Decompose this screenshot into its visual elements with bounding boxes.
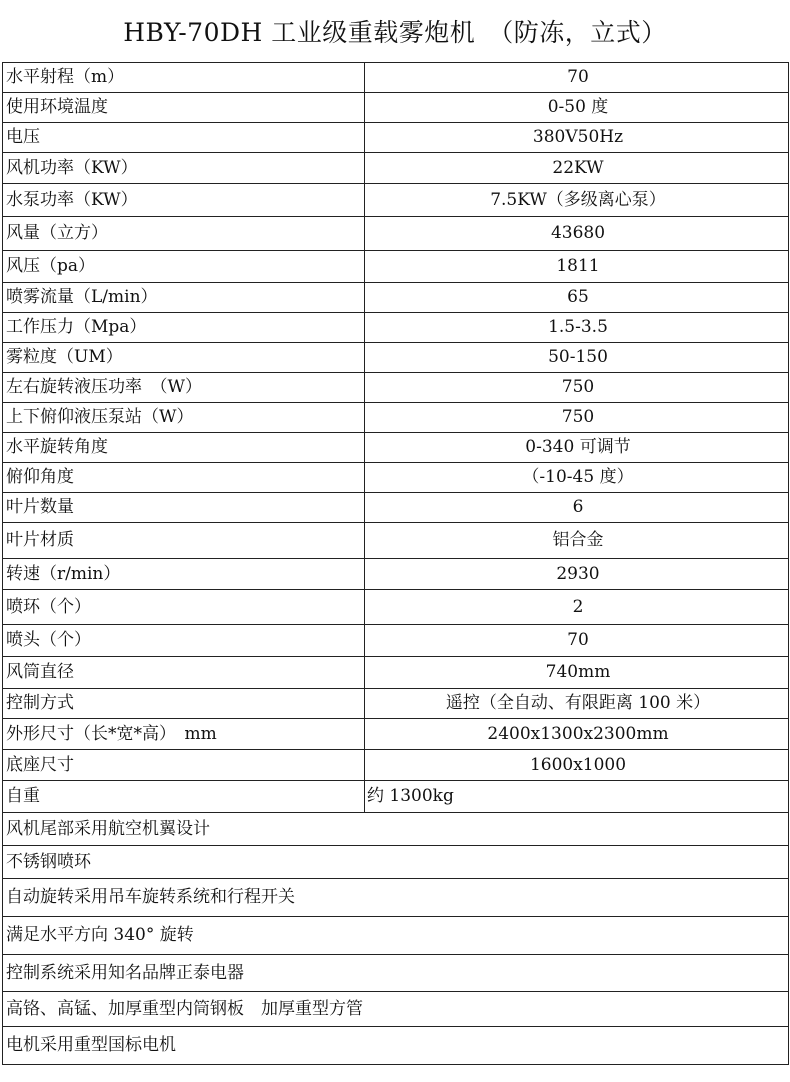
spec-row xyxy=(3,343,789,373)
spec-label: 转速（r/min） xyxy=(3,559,365,590)
spec-row xyxy=(3,217,789,251)
note-row xyxy=(3,846,789,879)
note-row xyxy=(3,813,789,846)
spec-value: 65 xyxy=(365,283,789,313)
spec-label: 控制方式 xyxy=(3,689,365,719)
note-row xyxy=(3,1027,789,1065)
page-title: HBY-70DH 工业级重载雾炮机 （防冻，立式） xyxy=(123,18,667,47)
spec-value: 1811 xyxy=(365,251,789,283)
spec-row xyxy=(3,463,789,493)
spec-row xyxy=(3,781,789,813)
spec-value: 43680 xyxy=(365,217,789,251)
spec-value: 6 xyxy=(365,493,789,523)
spec-row xyxy=(3,373,789,403)
spec-row xyxy=(3,93,789,123)
spec-label: 底座尺寸 xyxy=(3,750,365,781)
spec-row xyxy=(3,625,789,657)
spec-row xyxy=(3,523,789,559)
spec-label: 叶片材质 xyxy=(3,523,365,559)
feature-note: 满足水平方向 340° 旋转 xyxy=(3,917,789,955)
spec-label: 俯仰角度 xyxy=(3,463,365,493)
spec-row xyxy=(3,689,789,719)
spec-row xyxy=(3,153,789,184)
spec-value: 2 xyxy=(365,590,789,625)
spec-row xyxy=(3,313,789,343)
spec-row xyxy=(3,719,789,750)
spec-label: 使用环境温度 xyxy=(3,93,365,123)
spec-row xyxy=(3,251,789,283)
spec-value: 1600x1000 xyxy=(365,750,789,781)
spec-value: 750 xyxy=(365,373,789,403)
spec-row xyxy=(3,403,789,433)
spec-label: 喷环（个） xyxy=(3,590,365,625)
spec-value: 22KW xyxy=(365,153,789,184)
spec-row xyxy=(3,63,789,93)
spec-table xyxy=(2,62,789,1065)
spec-value: 70 xyxy=(365,63,789,93)
note-row xyxy=(3,992,789,1027)
spec-label: 外形尺寸（长*宽*高） mm xyxy=(3,719,365,750)
spec-label: 水平射程（m） xyxy=(3,63,365,93)
spec-row xyxy=(3,433,789,463)
spec-label: 自重 xyxy=(3,781,365,813)
spec-row xyxy=(3,283,789,313)
note-row xyxy=(3,917,789,955)
spec-value: 2400x1300x2300mm xyxy=(365,719,789,750)
feature-note: 不锈钢喷环 xyxy=(3,846,789,879)
spec-row xyxy=(3,184,789,217)
spec-label: 水泵功率（KW） xyxy=(3,184,365,217)
spec-row xyxy=(3,590,789,625)
spec-label: 喷头（个） xyxy=(3,625,365,657)
spec-value: 740mm xyxy=(365,657,789,689)
spec-row xyxy=(3,123,789,153)
spec-value: 50-150 xyxy=(365,343,789,373)
feature-note: 控制系统采用知名品牌正泰电器 xyxy=(3,955,789,992)
feature-note: 自动旋转采用吊车旋转系统和行程开关 xyxy=(3,879,789,917)
spec-label: 风压（pa） xyxy=(3,251,365,283)
spec-label: 左右旋转液压功率 （W） xyxy=(3,373,365,403)
spec-value: 铝合金 xyxy=(365,523,789,559)
spec-value: 380V50Hz xyxy=(365,123,789,153)
spec-value: 750 xyxy=(365,403,789,433)
spec-value: 1.5-3.5 xyxy=(365,313,789,343)
spec-value: 2930 xyxy=(365,559,789,590)
spec-value: 70 xyxy=(365,625,789,657)
spec-value: （-10-45 度） xyxy=(365,463,789,493)
spec-label: 雾粒度（UM） xyxy=(3,343,365,373)
spec-label: 水平旋转角度 xyxy=(3,433,365,463)
spec-label: 电压 xyxy=(3,123,365,153)
spec-label: 上下俯仰液压泵站（W） xyxy=(3,403,365,433)
spec-row xyxy=(3,493,789,523)
spec-label: 叶片数量 xyxy=(3,493,365,523)
spec-label: 喷雾流量（L/min） xyxy=(3,283,365,313)
note-row xyxy=(3,879,789,917)
feature-note: 电机采用重型国标电机 xyxy=(3,1027,789,1065)
spec-row xyxy=(3,559,789,590)
spec-label: 风机功率（KW） xyxy=(3,153,365,184)
spec-value: 遥控（全自动、有限距离 100 米） xyxy=(365,689,789,719)
spec-label: 风量（立方） xyxy=(3,217,365,251)
spec-label: 风筒直径 xyxy=(3,657,365,689)
spec-row xyxy=(3,657,789,689)
note-row xyxy=(3,955,789,992)
spec-value: 0-340 可调节 xyxy=(365,433,789,463)
feature-note: 高铬、高锰、加厚重型内筒钢板 加厚重型方管 xyxy=(3,992,789,1027)
spec-label: 工作压力（Mpa） xyxy=(3,313,365,343)
spec-row xyxy=(3,750,789,781)
spec-value: 0-50 度 xyxy=(365,93,789,123)
spec-value: 约 1300kg xyxy=(365,781,789,813)
spec-value: 7.5KW（多级离心泵） xyxy=(365,184,789,217)
feature-note: 风机尾部采用航空机翼设计 xyxy=(3,813,789,846)
